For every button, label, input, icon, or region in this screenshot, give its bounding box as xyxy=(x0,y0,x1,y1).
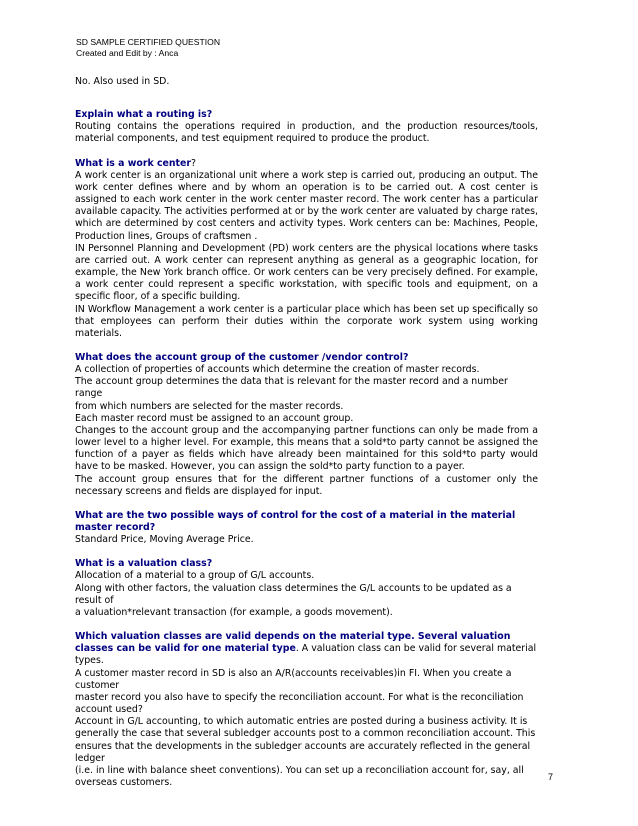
section-line: Each master record must be assigned to an account group. xyxy=(75,412,354,424)
intro-text: No. Also used in SD. xyxy=(75,76,170,87)
section-answer: IN Personnel Planning and Development (PD) work centers are the physical locations where tasks are carried out. A work center can represent anything as general as a geographic location, for example, the New York branch office. Or work centers can be very precisely defined. For example, a work center could represent a specific workstation, with specific tools and equipment, on a specific floor, of a specific building. xyxy=(75,242,538,303)
section-heading: What does the account group of the customer /vendor control? xyxy=(75,351,409,363)
section-line: The account group determines the data that is relevant for the master record and a number range from which numbers are selected for the master records. xyxy=(75,376,508,412)
section-line: Along with other factors, the valuation class determines the G/L accounts to be updated as a result of a valuation*relevant transaction (for example, a goods movement). xyxy=(75,582,512,618)
section-heading: Which valuation classes are valid depends on the material type. Several valuation classes can be valid for one material type. A valuation class can be valid for several material types. xyxy=(75,631,537,667)
section-valid-valuation-classes xyxy=(75,631,538,789)
section-answer: Routing contains the operations required in production, and the production resources/tools, material components, and test equipment required to produce the product. xyxy=(75,121,538,145)
section-line: A collection of properties of accounts which determine the creation of master records. xyxy=(75,364,480,376)
page-header xyxy=(76,37,556,58)
section-heading: Explain what a routing is? xyxy=(75,109,213,121)
page-number: 7 xyxy=(548,772,554,782)
section-cost-control xyxy=(75,510,538,546)
section-line: Allocation of a material to a group of G/L accounts. xyxy=(75,570,315,582)
section-line: Account in G/L accounting, to which automatic entries are posted during a business activity. It is generally the case that several subledger accounts post to a common reconciliation account. This ensures that the developments in the subledger accounts are accurately reflected in the general ledger (i.e. in line with balance sheet conventions). You can set up a reconciliation account for, say, all overseas customers. xyxy=(75,716,536,788)
section-line: A customer master record in SD is also an A/R(accounts receivables)in FI. When you create a customer master record you also have to specify the reconciliation account. For what is the reconciliation account used? xyxy=(75,667,524,716)
section-heading: What is a work center? xyxy=(75,157,196,169)
section-routing xyxy=(75,109,538,145)
header-title: SD SAMPLE CERTIFIED QUESTION xyxy=(76,37,221,47)
section-heading: What is a valuation class? xyxy=(75,558,213,570)
section-answer: IN Workflow Management a work center is a particular place which has been set up specifically so that employees can perform their duties within the corporate work system using working materials. xyxy=(75,303,538,339)
section-answer: Changes to the account group and the accompanying partner functions can only be made from a lower level to a higher level. For example, this means that a sold*to party cannot be assigned the function of a payer as fields which have already been maintained for this sold*to party would have to be masked. However, you can assign the sold*to party function to a payer. xyxy=(75,424,538,473)
section-account-group xyxy=(75,352,538,498)
document-body xyxy=(75,76,538,789)
header-author: Created and Edit by : Anca xyxy=(76,47,179,58)
section-answer: The account group ensures that for the different partner functions of a customer only the necessary screens and fields are displayed for input. xyxy=(75,473,538,497)
section-answer: A work center is an organizational unit where a work step is carried out, producing an output. The work center defines where and by whom an operation is to be carried out. A cost center is assigned to each work center in the work center master record. The work center has a particular available capacity. The activities performed at or by the work center are valuated by charge rates, which are determined by cost centers and activity types. Work centers can be: Machines, People, Production lines, Groups of craftsmen . xyxy=(75,169,538,242)
section-answer: Standard Price, Moving Average Price. xyxy=(75,534,254,546)
section-heading: What are the two possible ways of control for the cost of a material in the material master record? xyxy=(75,509,516,533)
section-valuation-class xyxy=(75,558,538,619)
section-work-center xyxy=(75,158,538,340)
